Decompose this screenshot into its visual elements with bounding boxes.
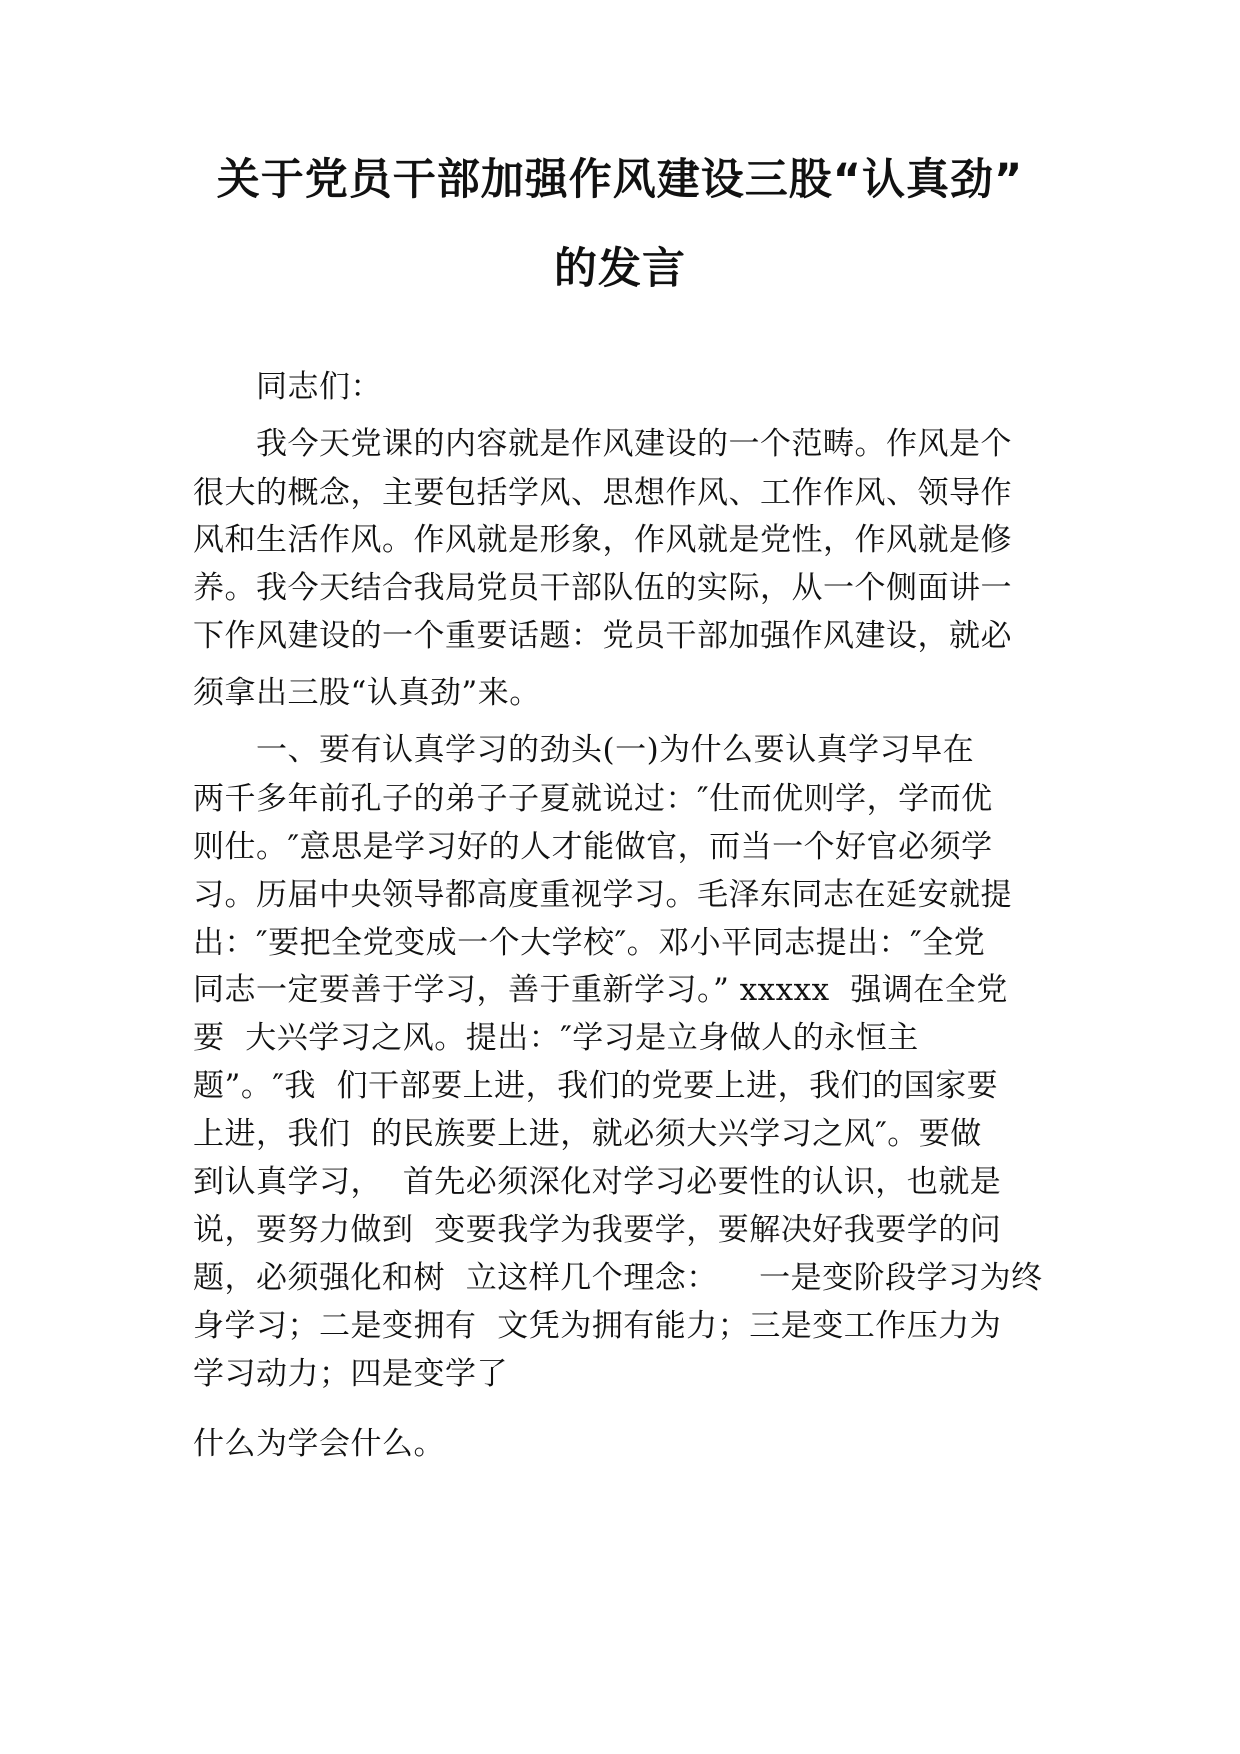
body-line-21: 什么为学会什么。 <box>193 1426 445 1462</box>
body-line-16: 到认真学习， 首先必须深化对学习必要性的认识，也就是 <box>193 1164 1002 1200</box>
body-line-5: 下作风建设的一个重要话题：党员干部加强作风建设，就必 <box>193 618 1012 654</box>
body-line-9: 则仕。″意思是学习好的人才能做官，而当一个好官必须学 <box>193 829 993 865</box>
body-line-6: 须拿出三股“认真劲”来。 <box>193 675 541 711</box>
body-line-17: 说，要努力做到 变要我学为我要学，要解决好我要学的问 <box>193 1212 1002 1248</box>
body-line-7: 一、要有认真学习的劲头(一)为什么要认真学习早在 <box>193 732 975 768</box>
body-line-20: 学习动力；四是变学了 <box>193 1356 508 1392</box>
body-line-8: 两千多年前孔子的弟子子夏就说过：″仕而优则学，学而优 <box>193 781 993 817</box>
body-line-4: 养。我今天结合我局党员干部队伍的实际，从一个侧面讲一 <box>193 570 1012 606</box>
body-line-2: 很大的概念，主要包括学风、思想作风、工作作风、领导作 <box>193 475 1012 511</box>
document-title-line-2: 的发言 <box>554 244 686 294</box>
document-title-line-1: 关于党员干部加强作风建设三股“认真劲” <box>216 155 1024 205</box>
body-line-19: 身学习；二是变拥有 文凭为拥有能力；三是变工作压力为 <box>193 1308 1002 1344</box>
body-line-11: 出：″要把全党变成一个大学校″。邓小平同志提出：″全党 <box>193 925 986 961</box>
body-line-18: 题，必须强化和树 立这样几个理念： 一是变阶段学习为终 <box>193 1260 1043 1296</box>
salutation-line: 同志们： <box>193 369 382 405</box>
body-line-15: 上进，我们 的民族要上进，就必须大兴学习之风″。要做 <box>193 1116 982 1152</box>
body-line-10: 习。历届中央领导都高度重视学习。毛泽东同志在延安就提 <box>193 877 1012 913</box>
body-line-1: 我今天党课的内容就是作风建设的一个范畴。作风是个 <box>193 426 1012 462</box>
body-line-13: 要 大兴学习之风。提出：″学习是立身做人的永恒主 <box>193 1020 919 1056</box>
body-line-14: 题”。″我 们干部要上进，我们的党要上进，我们的国家要 <box>193 1068 999 1104</box>
body-line-12: 同志一定要善于学习，善于重新学习。” xxxxx 强调在全党 <box>193 972 1008 1008</box>
body-line-3: 风和生活作风。作风就是形象，作风就是党性，作风就是修 <box>193 522 1012 558</box>
